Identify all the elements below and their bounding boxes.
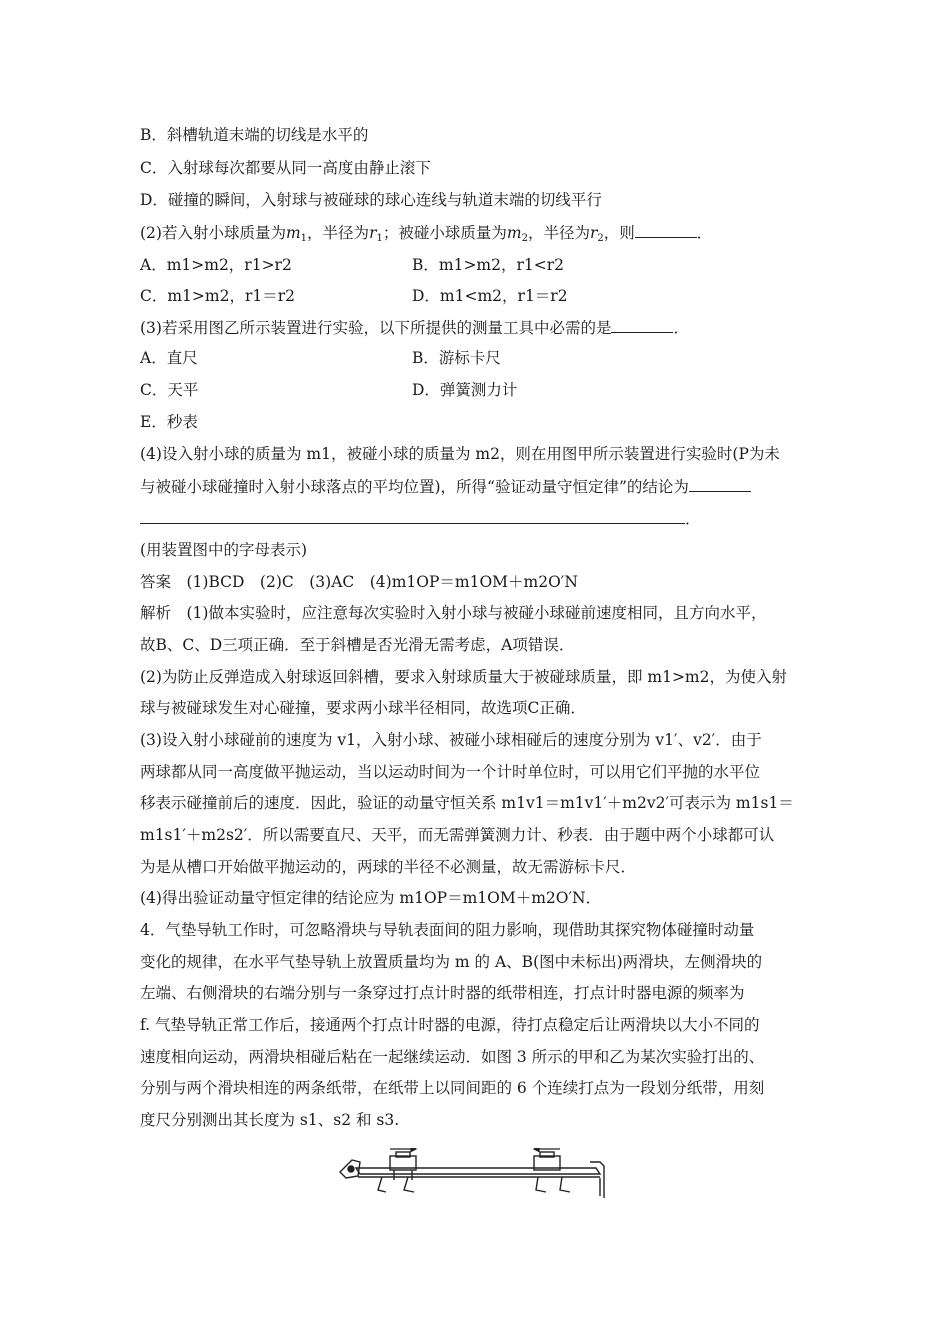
question-4-body: 4．气垫导轨工作时，可忽略滑块与导轨表面间的阻力影响，现借助其探究物体碰撞时动量 [140,921,755,939]
question-4-body: 变化的规律，在水平气垫导轨上放置质量均为 m 的 A、B(图中未标出)两滑块，左侧滑块的 [140,953,763,971]
question-4-body: f. 气垫导轨正常工作后，接通两个打点计时器的电源，待打点稳定后让两滑块以大小不同的 [140,1016,760,1034]
question-3-option-e: E．秒表 [140,413,198,431]
option-c: C．入射球每次都要从同一高度由静止滚下 [140,159,431,177]
analysis-line: m1s1′＋m2s2′．所以需要直尺、天平，而无需弹簧测力计、秒表．由于题中两个小球都可认 [140,826,775,844]
question-3-option-b: B．游标卡尺 [412,349,501,367]
question-2-option-c: C．m1>m2，r1＝r2 [140,287,296,305]
answer-blank [635,222,697,238]
analysis-line: (2)为防止反弹造成入射球返回斜槽，要求入射球质量大于被碰球质量，即 m1>m2，为使入射 [140,668,787,686]
analysis-line: 解析 (1)做本实验时，应注意每次实验时入射小球与被碰小球碰前速度相同，且方向水平， [140,604,767,622]
question-3-stem: (3)若采用图乙所示装置进行实验，以下所提供的测量工具中必需的是 ． [140,319,689,337]
question-4-body: 速度相向运动，两滑块相碰后粘在一起继续运动．如图 3 所示的甲和乙为某次实验打出的、 [140,1048,765,1066]
question-2-option-b: B．m1>m2，r1<r2 [412,256,565,274]
analysis-line: 移表示碰撞前后的速度．因此，验证的动量守恒关系 m1v1＝m1v1′＋m2v2′可表示为 m1s1＝ [140,794,794,812]
question-4-note: (用装置图中的字母表示) [140,541,308,559]
answer-blank [689,476,751,492]
analysis-line: 为是从槽口开始做平抛运动的，两球的半径不必测量，故无需游标卡尺． [140,858,637,876]
question-4-body: 度尺分别测出其长度为 s1、s2 和 s3. [140,1111,400,1129]
question-4-body: 分别与两个滑块相连的两条纸带，在纸带上以同间距的 6 个连续打点为一段划分纸带，用刻 [140,1079,765,1097]
answer-blank-long [140,508,685,524]
option-d: D．碰撞的瞬间，入射球与被碰球的球心连线与轨道末端的切线平行 [140,191,602,209]
question-2-option-a: A．m1>m2，r1>r2 [140,256,292,274]
question-4-body: 左端、右侧滑块的右端分别与一条穿过打点计时器的纸带相连，打点计时器电源的频率为 [140,984,745,1002]
analysis-line: (3)设入射小球碰前的速度为 v1，入射小球、被碰小球相碰后的速度分别为 v1′、v2′．由于 [140,731,762,749]
question-2-stem: (2)若入射小球质量为$m_1$，半径为$r_1$；被碰小球质量为$m_2$，半径为$r_2$，则 ． [140,224,713,244]
answer-line: 答案 (1)BCD (2)C (3)AC (4)m1OP＝m1OM＋m2O′N [140,573,578,591]
question-3-option-c: C．天平 [140,381,199,399]
analysis-line: 两球都从同一高度做平抛运动，当以运动时间为一个计时单位时，可以用它们平抛的水平位 [140,763,761,781]
question-4-line-3: ． [140,508,701,529]
air-track-apparatus-figure [338,1148,610,1202]
analysis-line: 故B、C、D三项正确．至于斜槽是否光滑无需考虑，A项错误． [140,636,575,654]
analysis-line: 球与被碰球发生对心碰撞，要求两小球半径相同，故选项C正确． [140,699,586,717]
question-3-option-d: D．弹簧测力计 [412,381,518,399]
question-4-line-2: 与被碰小球碰撞时入射小球落点的平均位置)，所得“验证动量守恒定律”的结论为 [140,476,751,497]
analysis-line: (4)得出验证动量守恒定律的结论应为 m1OP＝m1OM＋m2O′N． [140,889,602,907]
answer-blank [611,317,673,333]
question-3-option-a: A．直尺 [140,349,198,367]
option-b: B．斜槽轨道末端的切线是水平的 [140,126,369,144]
question-4-line-1: (4)设入射小球的质量为 m1，被碰小球的质量为 m2，则在用图甲所示装置进行实验时(P为未 [140,445,780,463]
question-2-option-d: D．m1<m2，r1＝r2 [412,287,568,305]
